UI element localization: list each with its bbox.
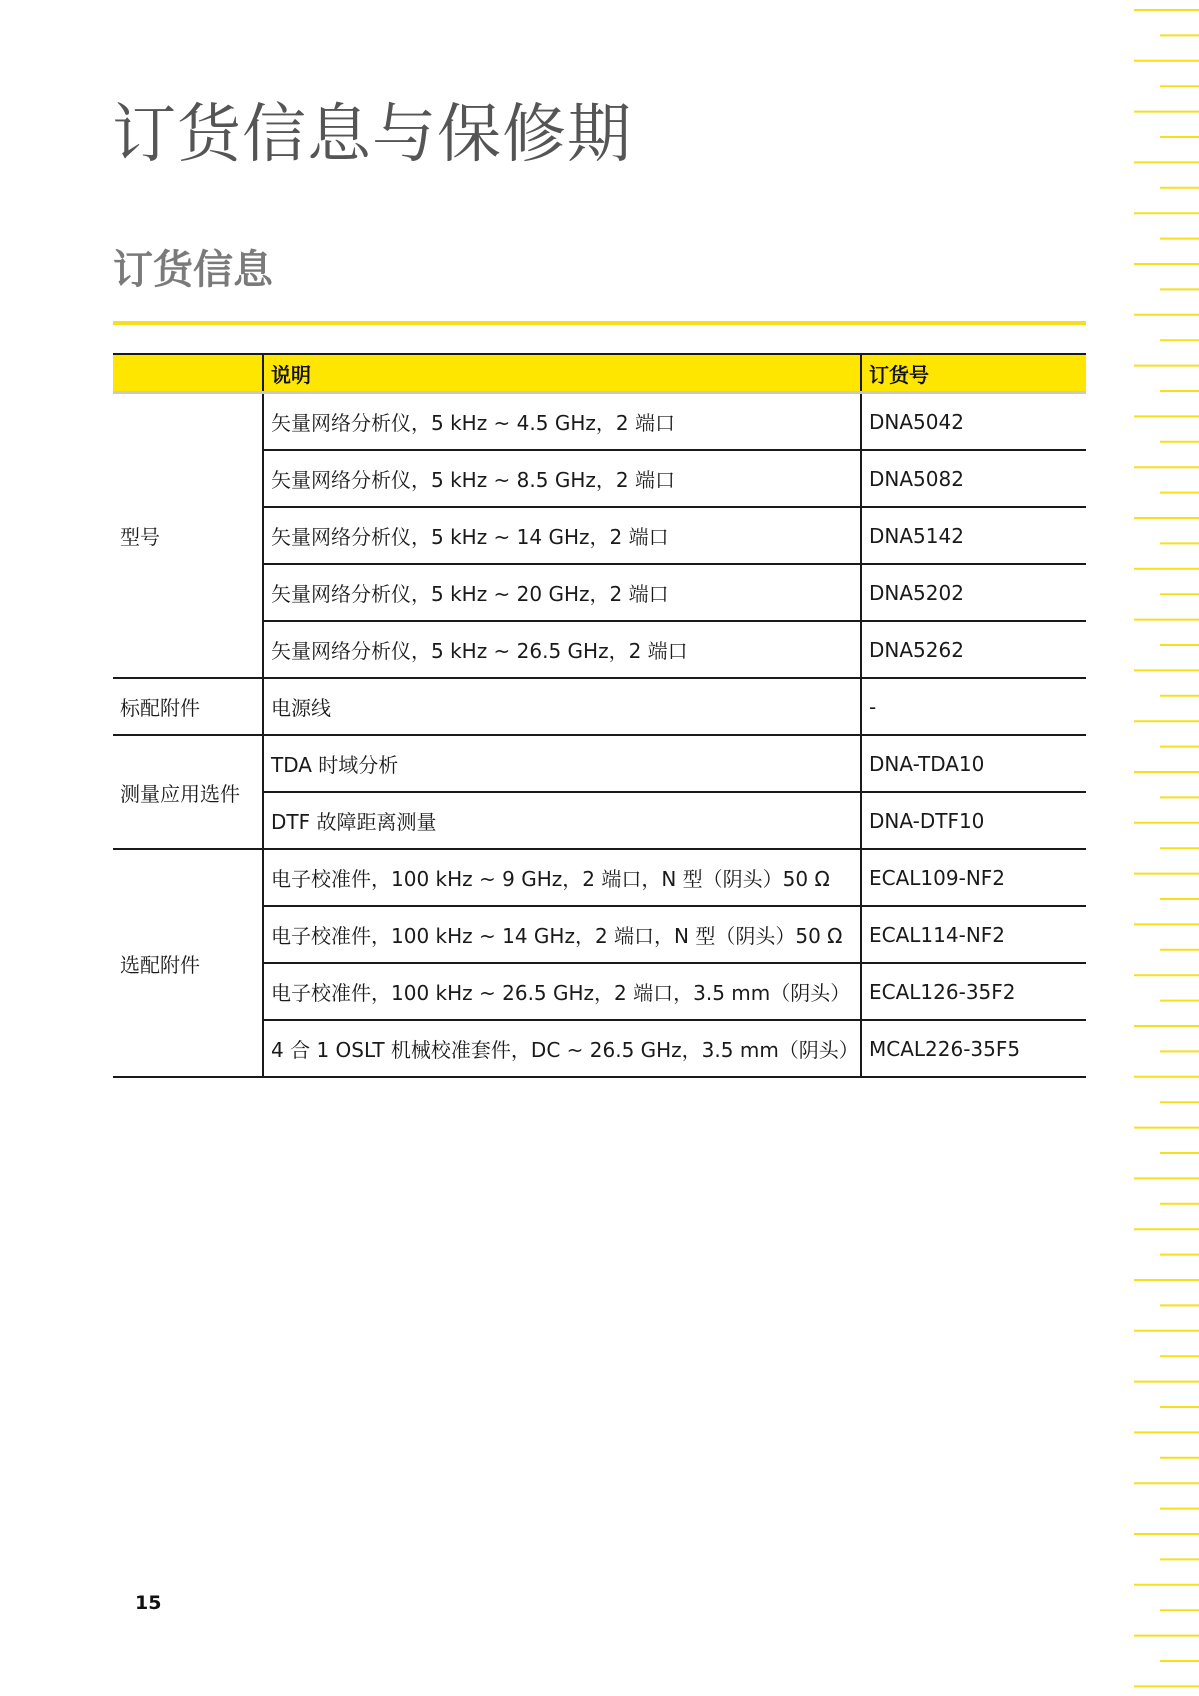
row-description: 矢量网络分析仪，5 kHz ~ 4.5 GHz，2 端口 xyxy=(263,393,861,451)
row-order-number: DNA5082 xyxy=(861,450,1086,507)
group-label-measurement-options: 测量应用选件 xyxy=(113,735,263,849)
row-order-number: ECAL114-NF2 xyxy=(861,906,1086,963)
group-label-optional-accessories: 选配附件 xyxy=(113,849,263,1077)
row-description: 电源线 xyxy=(263,678,861,735)
row-order-number: ECAL126-35F2 xyxy=(861,963,1086,1020)
row-order-number: - xyxy=(861,678,1086,735)
row-order-number: MCAL226-35F5 xyxy=(861,1020,1086,1077)
row-order-number: DNA5142 xyxy=(861,507,1086,564)
stripe-lines xyxy=(1130,0,1199,1696)
row-description: 电子校准件，100 kHz ~ 26.5 GHz，2 端口，3.5 mm（阴头） xyxy=(263,963,861,1020)
row-description: 矢量网络分析仪，5 kHz ~ 26.5 GHz，2 端口 xyxy=(263,621,861,678)
row-description: 矢量网络分析仪，5 kHz ~ 14 GHz，2 端口 xyxy=(263,507,861,564)
row-description: 矢量网络分析仪，5 kHz ~ 20 GHz，2 端口 xyxy=(263,564,861,621)
table-row xyxy=(113,849,1086,906)
row-description: DTF 故障距离测量 xyxy=(263,792,861,849)
ordering-table xyxy=(113,353,1086,1078)
page-title: 订货信息与保修期 xyxy=(112,98,632,172)
row-order-number: DNA5042 xyxy=(861,393,1086,451)
section-divider xyxy=(113,321,1086,325)
group-label-models: 型号 xyxy=(113,393,263,679)
row-order-number: DNA-TDA10 xyxy=(861,735,1086,792)
row-order-number: DNA-DTF10 xyxy=(861,792,1086,849)
table-header-row xyxy=(113,354,1086,393)
row-order-number: DNA5262 xyxy=(861,621,1086,678)
table-row xyxy=(113,678,1086,735)
section-title: 订货信息 xyxy=(113,247,273,293)
row-description: 矢量网络分析仪，5 kHz ~ 8.5 GHz，2 端口 xyxy=(263,450,861,507)
row-description: TDA 时域分析 xyxy=(263,735,861,792)
row-order-number: DNA5202 xyxy=(861,564,1086,621)
group-label-standard-accessories: 标配附件 xyxy=(113,678,263,735)
row-order-number: ECAL109-NF2 xyxy=(861,849,1086,906)
header-description: 说明 xyxy=(263,354,861,393)
decorative-stripe-bar xyxy=(1130,0,1199,1696)
table-row xyxy=(113,393,1086,451)
table-row xyxy=(113,735,1086,792)
row-description: 4 合 1 OSLT 机械校准套件，DC ~ 26.5 GHz，3.5 mm（阴头） xyxy=(263,1020,861,1077)
row-description: 电子校准件，100 kHz ~ 14 GHz，2 端口，N 型（阴头）50 Ω xyxy=(263,906,861,963)
row-description: 电子校准件，100 kHz ~ 9 GHz，2 端口，N 型（阴头）50 Ω xyxy=(263,849,861,906)
header-order-number: 订货号 xyxy=(861,354,1086,393)
page-number: 15 xyxy=(135,1592,162,1614)
header-category xyxy=(113,354,263,393)
